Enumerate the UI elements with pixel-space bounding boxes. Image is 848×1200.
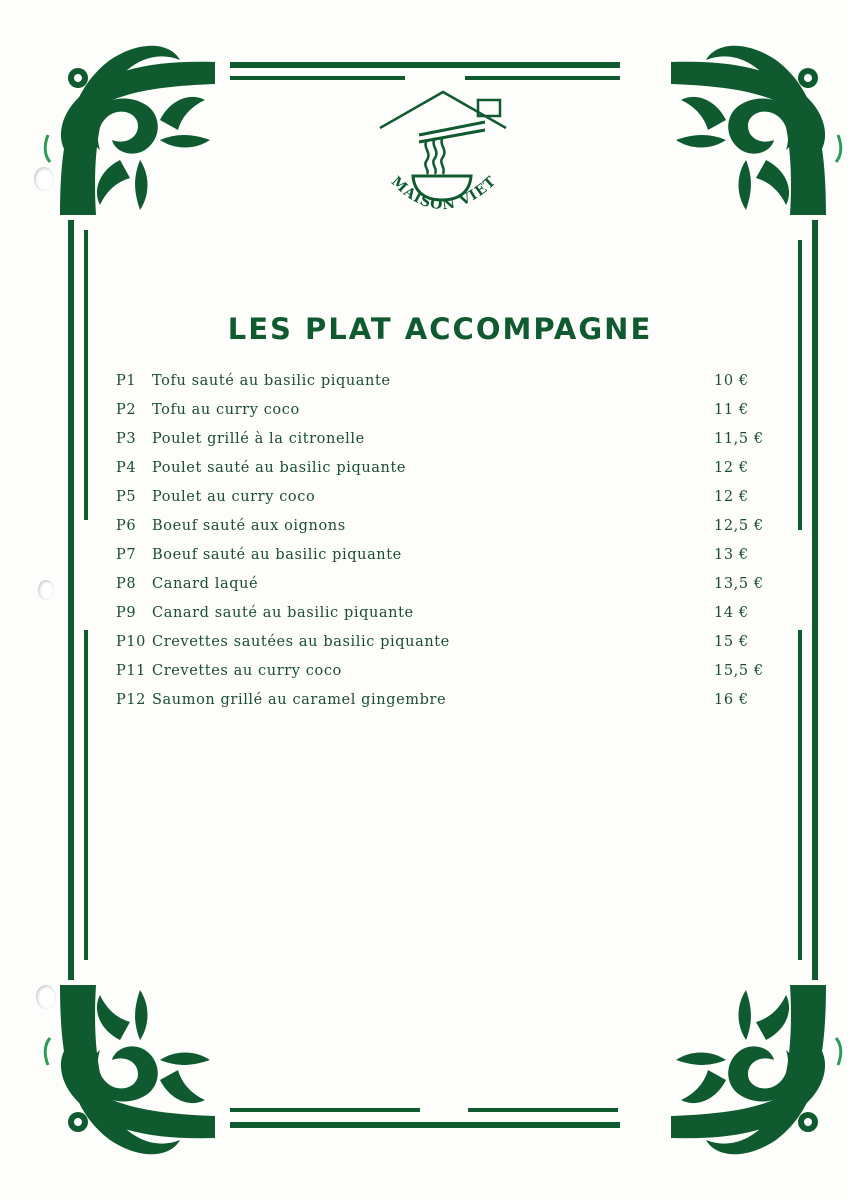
menu-item (116, 518, 766, 547)
item-price: 12 € (714, 489, 749, 505)
item-price: 11 € (714, 402, 749, 418)
item-code: P6 (116, 518, 137, 534)
item-price: 15 € (714, 634, 749, 650)
item-name: Saumon grillé au caramel gingembre (152, 692, 447, 708)
item-price: 11,5 € (714, 431, 764, 447)
item-price: 14 € (714, 605, 749, 621)
item-name: Boeuf sauté aux oignons (152, 518, 346, 534)
item-price: 10 € (714, 373, 749, 389)
menu-list (116, 373, 766, 721)
svg-text:MAISON VIET (388, 173, 500, 213)
item-code: P7 (116, 547, 137, 563)
item-code: P2 (116, 402, 137, 418)
item-code: P8 (116, 576, 137, 592)
item-code: P4 (116, 460, 137, 476)
punch-hole (36, 985, 56, 1009)
item-code: P5 (116, 489, 137, 505)
item-name: Crevettes au curry coco (152, 663, 342, 679)
item-name: Poulet grillé à la citronelle (152, 431, 365, 447)
menu-item (116, 576, 766, 605)
item-code: P3 (116, 431, 137, 447)
menu-item (116, 547, 766, 576)
maison-viet-logo (375, 90, 515, 230)
item-name: Tofu sauté au basilic piquante (152, 373, 391, 389)
item-price: 13,5 € (714, 576, 764, 592)
item-name: Crevettes sautées au basilic piquante (152, 634, 450, 650)
menu-item (116, 692, 766, 721)
section-title: LES PLAT ACCOMPAGNE (227, 312, 653, 346)
menu-item (116, 663, 766, 692)
logo-brand-name: MAISON VIET (387, 173, 500, 214)
item-price: 13 € (714, 547, 749, 563)
menu-item (116, 402, 766, 431)
item-price: 12,5 € (714, 518, 764, 534)
item-price: 15,5 € (714, 663, 764, 679)
item-code: P12 (116, 692, 147, 708)
menu-item (116, 460, 766, 489)
item-name: Boeuf sauté au basilic piquante (152, 547, 402, 563)
item-price: 12 € (714, 460, 749, 476)
punch-hole (34, 167, 54, 191)
item-name: Tofu au curry coco (152, 402, 300, 418)
item-price: 16 € (714, 692, 749, 708)
menu-item (116, 489, 766, 518)
item-code: P9 (116, 605, 137, 621)
item-code: P10 (116, 634, 147, 650)
menu-item (116, 373, 766, 402)
item-name: Poulet au curry coco (152, 489, 316, 505)
item-name: Poulet sauté au basilic piquante (152, 460, 407, 476)
menu-item (116, 605, 766, 634)
item-name: Canard sauté au basilic piquante (152, 605, 414, 621)
item-code: P11 (116, 663, 147, 679)
menu-item (116, 634, 766, 663)
item-name: Canard laqué (152, 576, 259, 592)
punch-hole (38, 580, 54, 600)
menu-item (116, 431, 766, 460)
item-code: P1 (116, 373, 137, 389)
